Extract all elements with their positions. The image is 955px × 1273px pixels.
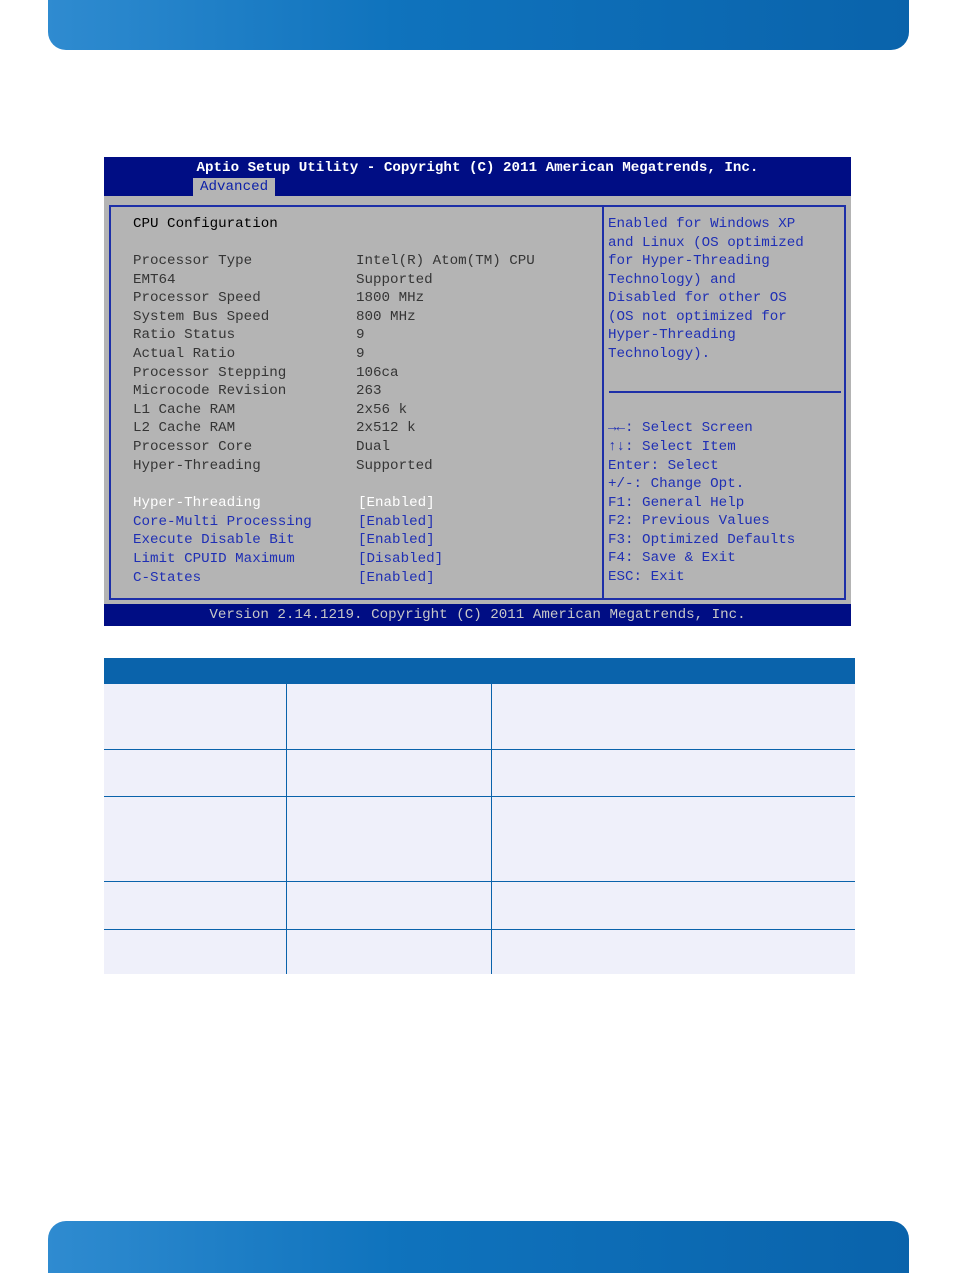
bios-screenshot [104, 157, 851, 626]
info-value-processor-core: Dual [356, 439, 391, 455]
tab-advanced[interactable]: Advanced [193, 178, 275, 196]
help-description-line: Technology) and [608, 272, 736, 288]
help-description-line: (OS not optimized for [608, 309, 787, 325]
key-help-save-exit: F4: Save & Exit [608, 550, 736, 566]
key-help-select-item: ↑↓: Select Item [608, 439, 736, 455]
info-label-processor-core: Processor Core [133, 439, 253, 455]
help-separator [609, 391, 841, 393]
key-help-enter: Enter: Select [608, 458, 719, 474]
table-cell [104, 749, 286, 796]
option-value-core-multi-processing[interactable]: [Enabled] [358, 514, 435, 530]
key-help-change-opt: +/-: Change Opt. [608, 476, 745, 492]
table-cell [286, 749, 491, 796]
key-help-general-help: F1: General Help [608, 495, 745, 511]
table-cell [491, 684, 855, 749]
table-row [104, 929, 855, 974]
bios-footer: Version 2.14.1219. Copyright (C) 2011 American Megatrends, Inc. [104, 604, 851, 626]
info-value-l1-cache: 2x56 k [356, 402, 408, 418]
bios-header [104, 157, 851, 196]
table-row [104, 684, 855, 749]
options-table [104, 658, 855, 974]
option-hyper-threading[interactable]: Hyper-Threading [133, 495, 261, 511]
info-label-microcode-revision: Microcode Revision [133, 383, 287, 399]
help-description-line: Enabled for Windows XP [608, 216, 796, 232]
table-header-cell [104, 658, 491, 684]
info-label-l2-cache: L2 Cache RAM [133, 420, 236, 436]
table-cell [286, 796, 491, 881]
info-value-hyper-threading: Supported [356, 458, 433, 474]
table-cell [104, 684, 286, 749]
help-description-line: for Hyper-Threading [608, 253, 770, 269]
info-value-system-bus-speed: 800 MHz [356, 309, 416, 325]
table-cell [104, 796, 286, 881]
info-label-emt64: EMT64 [133, 272, 176, 288]
bios-title: Aptio Setup Utility - Copyright (C) 2011 American Megatrends, Inc. [196, 160, 759, 176]
table-cell [491, 881, 855, 929]
table-cell [491, 749, 855, 796]
info-label-processor-type: Processor Type [133, 253, 253, 269]
option-value-limit-cpuid-maximum[interactable]: [Disabled] [358, 551, 444, 567]
key-help-optimized-defaults: F3: Optimized Defaults [608, 532, 796, 548]
info-value-processor-stepping: 106ca [356, 365, 399, 381]
page-footer-band [48, 1221, 909, 1273]
table-cell [286, 929, 491, 974]
info-value-ratio-status: 9 [356, 327, 365, 343]
page-header-band [48, 0, 909, 50]
info-label-processor-stepping: Processor Stepping [133, 365, 287, 381]
table-row [104, 881, 855, 929]
table-cell [104, 929, 286, 974]
table-header-row [104, 658, 855, 684]
option-execute-disable-bit[interactable]: Execute Disable Bit [133, 532, 295, 548]
info-value-l2-cache: 2x512 k [356, 420, 416, 436]
help-description-line: Disabled for other OS [608, 290, 787, 306]
key-help-esc-exit: ESC: Exit [608, 569, 685, 585]
help-description-line: Hyper-Threading [608, 327, 736, 343]
table-cell [286, 684, 491, 749]
option-c-states[interactable]: C-States [133, 570, 202, 586]
info-label-hyper-threading: Hyper-Threading [133, 458, 261, 474]
table-header-cell [491, 658, 855, 684]
option-value-execute-disable-bit[interactable]: [Enabled] [358, 532, 435, 548]
info-label-actual-ratio: Actual Ratio [133, 346, 236, 362]
table-row [104, 749, 855, 796]
key-help-previous-values: F2: Previous Values [608, 513, 770, 529]
bios-panel-divider [602, 205, 604, 600]
info-value-microcode-revision: 263 [356, 383, 382, 399]
info-value-processor-type: Intel(R) Atom(TM) CPU [356, 253, 535, 269]
info-value-processor-speed: 1800 MHz [356, 290, 425, 306]
option-value-c-states[interactable]: [Enabled] [358, 570, 435, 586]
help-description-line: and Linux (OS optimized [608, 235, 804, 251]
table-cell [491, 929, 855, 974]
info-label-system-bus-speed: System Bus Speed [133, 309, 270, 325]
info-label-ratio-status: Ratio Status [133, 327, 236, 343]
info-value-emt64: Supported [356, 272, 433, 288]
option-limit-cpuid-maximum[interactable]: Limit CPUID Maximum [133, 551, 295, 567]
info-value-actual-ratio: 9 [356, 346, 365, 362]
section-heading: CPU Configuration [133, 216, 278, 232]
table-row [104, 796, 855, 881]
info-label-processor-speed: Processor Speed [133, 290, 261, 306]
option-core-multi-processing[interactable]: Core-Multi Processing [133, 514, 312, 530]
help-description-line: Technology). [608, 346, 711, 362]
info-label-l1-cache: L1 Cache RAM [133, 402, 236, 418]
option-value-hyper-threading[interactable]: [Enabled] [358, 495, 435, 511]
table-cell [286, 881, 491, 929]
key-help-select-screen: →←: Select Screen [608, 420, 753, 436]
table-cell [104, 881, 286, 929]
table-cell [491, 796, 855, 881]
